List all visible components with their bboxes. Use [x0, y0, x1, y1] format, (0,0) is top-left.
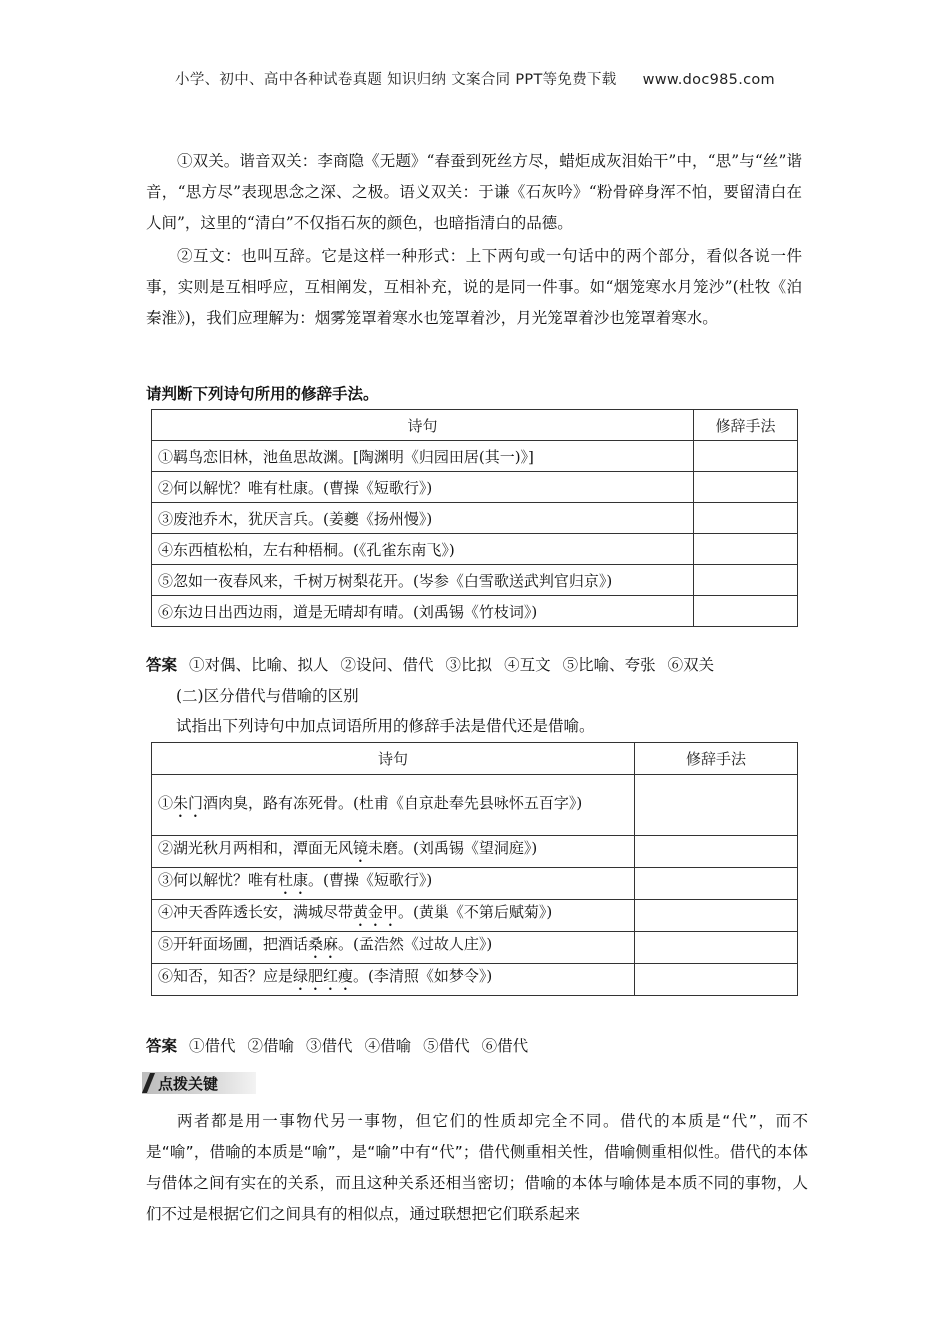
- answer-cell[interactable]: [635, 836, 798, 868]
- rhetoric-table-2: [151, 742, 798, 996]
- poem-cell: ⑤开轩面场圃，把酒话桑麻。(孟浩然《过故人庄》): [152, 932, 635, 964]
- answer-cell[interactable]: [694, 441, 798, 472]
- header-text: 小学、初中、高中各种试卷真题 知识归纳 文案合同 PPT等免费下载: [175, 72, 617, 88]
- poem-cell: ⑥知否，知否？应是绿肥红瘦。(李清照《如梦令》): [152, 964, 635, 996]
- answer-cell[interactable]: [635, 964, 798, 996]
- answer-cell[interactable]: [694, 596, 798, 627]
- header-url[interactable]: www.doc985.com: [642, 72, 775, 88]
- answer-item: ④借喻: [364, 1037, 412, 1055]
- table-row: [152, 868, 798, 900]
- answer-label: 答案: [146, 655, 178, 674]
- paragraph-intertext: ②互文：也叫互辞。它是这样一种形式：上下两句或一句话中的两个部分，看似各说一件事，实则是互相呼应，互相阐发，互相补充，说的是同一件事。如“烟笼寒水月笼沙”(杜牧《泊秦淮》)，我们应理解为：烟雾笼罩着寒水也笼罩着沙，月光笼罩着沙也笼罩着寒水。: [146, 247, 802, 327]
- answer-item: ⑤比喻、夸张: [562, 656, 656, 674]
- dotted-word: 朱门: [173, 794, 204, 812]
- answer-item: ③借代: [306, 1037, 353, 1055]
- answer-cell[interactable]: [635, 775, 798, 836]
- poem-cell: ①羁鸟恋旧林，池鱼思故渊。[陶渊明《归园田居(其一)》]: [152, 441, 694, 472]
- dotted-word: 桑麻: [308, 935, 339, 953]
- tip-label: 点拨关键: [158, 1075, 219, 1093]
- answer-cell[interactable]: [694, 503, 798, 534]
- answer-2: [146, 1034, 540, 1056]
- answer-item: ③比拟: [445, 656, 493, 674]
- answer-item: ①对偶、比喻、拟人: [189, 656, 329, 674]
- answer-label: 答案: [146, 1036, 178, 1055]
- poem-cell: ②湖光秋月两相和，潭面无风镜未磨。(刘禹锡《望洞庭》): [152, 836, 635, 868]
- poem-cell: ④东西植松柏，左右种梧桐。(《孔雀东南飞》): [152, 534, 694, 565]
- tip-heading: [142, 1072, 256, 1094]
- answer-cell[interactable]: [635, 868, 798, 900]
- dotted-word: 杜康: [278, 871, 309, 889]
- poem-cell: ③废池乔木，犹厌言兵。(姜夔《扬州慢》): [152, 503, 694, 534]
- table-row: [152, 472, 798, 503]
- answer-item: ①借代: [189, 1037, 236, 1055]
- answer-1: [146, 653, 726, 675]
- table-row: [152, 503, 798, 534]
- paragraph-pun: ①双关。谐音双关：李商隐《无题》“春蚕到死丝方尽，蜡炬成灰泪始干”中，“思”与“丝”谐音，“思方尽”表现思念之深、之极。语义双关：于谦《石灰吟》“粉骨碎身浑不怕，要留清白在人间”，这里的“清白”不仅指石灰的颜色，也暗指清白的品德。: [146, 152, 802, 232]
- answer-cell[interactable]: [694, 565, 798, 596]
- table-row: [152, 932, 798, 964]
- poem-cell: ④冲天香阵透长安，满城尽带黄金甲。(黄巢《不第后赋菊》): [152, 900, 635, 932]
- answer-item: ⑥双关: [667, 656, 715, 674]
- table-header-row: [152, 410, 798, 441]
- table-row: [152, 836, 798, 868]
- answer-item: ②设问、借代: [340, 656, 434, 674]
- table-row: [152, 775, 798, 836]
- poem-cell: ①朱门酒肉臭，路有冻死骨。(杜甫《自京赴奉先县咏怀五百字》): [152, 775, 635, 836]
- page-header: [0, 68, 950, 89]
- rhetoric-table-1: [151, 409, 798, 627]
- section-2-title: (二)区分借代与借喻的区别: [176, 687, 359, 705]
- question-1: 请判断下列诗句所用的修辞手法。: [146, 384, 379, 403]
- answer-cell[interactable]: [635, 932, 798, 964]
- table-row: [152, 565, 798, 596]
- answer-item: ④互文: [504, 656, 551, 674]
- column-header-poem: 诗句: [152, 410, 694, 441]
- dotted-word: 绿肥红瘦: [293, 967, 354, 985]
- answer-item: ⑤借代: [423, 1037, 470, 1055]
- poem-cell: ②何以解忧？唯有杜康。(曹操《短歌行》): [152, 472, 694, 503]
- answer-cell[interactable]: [694, 534, 798, 565]
- table-row: [152, 900, 798, 932]
- table-row: [152, 441, 798, 472]
- section-2-instruction: 试指出下列诗句中加点词语所用的修辞手法是借代还是借喻。: [176, 717, 595, 735]
- intro-section: [146, 146, 802, 334]
- poem-cell: ③何以解忧？唯有杜康。(曹操《短歌行》): [152, 868, 635, 900]
- table-row: [152, 534, 798, 565]
- table-header-row: [152, 743, 798, 775]
- answer-cell[interactable]: [635, 900, 798, 932]
- answer-item: ⑥借代: [481, 1037, 529, 1055]
- dotted-word: 黄金甲: [353, 903, 399, 921]
- answer-item: ②借喻: [247, 1037, 295, 1055]
- dotted-word: 镜: [353, 839, 369, 857]
- column-header-method: 修辞手法: [694, 410, 798, 441]
- table-row: [152, 596, 798, 627]
- tip-text: 两者都是用一事物代另一事物，但它们的性质却完全不同。借代的本质是“代”，而不是“喻”，借喻的本质是“喻”，是“喻”中有“代”；借代侧重相关性，借喻侧重相似性。借代的本体与借体之间有实在的关系，而且这种关系还相当密切；借喻的本体与喻体是本质不同的事物，人们不过是根据它们之间具有的相似点，通过联想把它们联系起来: [146, 1112, 808, 1223]
- column-header-poem: 诗句: [152, 743, 635, 775]
- poem-cell: ⑤忽如一夜春风来，千树万树梨花开。(岑参《白雪歌送武判官归京》): [152, 565, 694, 596]
- column-header-method: 修辞手法: [635, 743, 798, 775]
- answer-cell[interactable]: [694, 472, 798, 503]
- poem-cell: ⑥东边日出西边雨，道是无晴却有晴。(刘禹锡《竹枝词》): [152, 596, 694, 627]
- table-row: [152, 964, 798, 996]
